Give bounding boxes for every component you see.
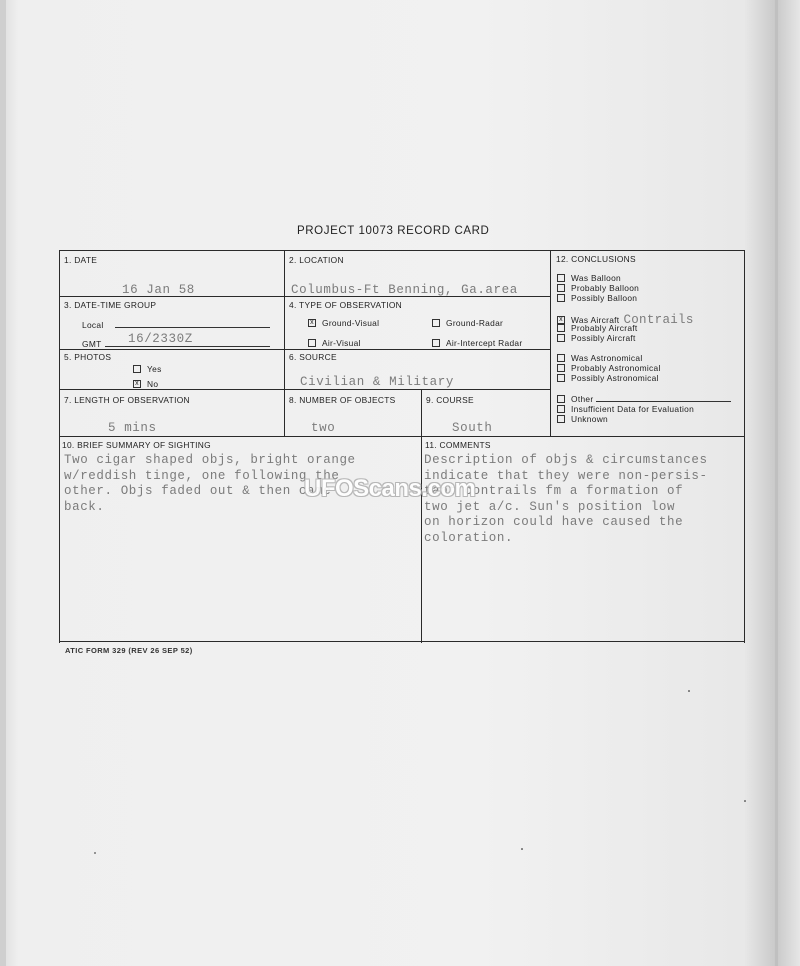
typed-line: coloration.: [424, 530, 514, 545]
conclusion-option[interactable]: [557, 394, 731, 404]
gmt-label: GMT: [82, 339, 102, 349]
other-underline: [596, 394, 731, 402]
conclusion-option[interactable]: [557, 404, 694, 414]
typed-line: on horizon could have caused the: [424, 515, 684, 529]
typed-line: tant contrails fm a formation of: [424, 484, 684, 498]
number-of-objects-value: two: [311, 421, 336, 435]
typed-line: two jet a/c. Sun's position low: [424, 499, 676, 514]
card-border-left: [59, 250, 60, 643]
conclusion-option[interactable]: [557, 333, 636, 343]
conclusion-option[interactable]: [557, 414, 608, 424]
conclusion-option[interactable]: [557, 273, 621, 283]
conclusion-label: Possibly Aircraft: [571, 333, 636, 343]
photos-no-option[interactable]: [133, 379, 158, 389]
checkbox: [557, 395, 565, 403]
source-value: Civilian & Military: [300, 375, 454, 389]
summary-label: 10. BRIEF SUMMARY OF SIGHTING: [62, 440, 211, 450]
conclusion-option[interactable]: [557, 353, 643, 363]
card-title: PROJECT 10073 RECORD CARD: [297, 225, 490, 237]
photos-label: 5. PHOTOS: [64, 352, 112, 362]
local-underline: [115, 327, 270, 328]
scan-speck: [521, 848, 523, 850]
typed-line: other. Objs faded out & then came: [64, 484, 332, 498]
conclusion-label: Probably Balloon: [571, 283, 640, 293]
checkbox: [133, 365, 141, 373]
course-value: South: [452, 421, 493, 435]
card-border-bottom: [59, 641, 745, 642]
page-left-edge: [0, 0, 6, 966]
scan-speck: [744, 800, 746, 802]
conclusion-option[interactable]: [557, 323, 638, 333]
checkbox-checked: x: [133, 380, 141, 388]
form-number: ATIC FORM 329 (REV 26 SEP 52): [65, 646, 193, 655]
conclusion-label: Probably Aircraft: [571, 323, 638, 333]
conclusion-option[interactable]: [557, 373, 659, 383]
typed-line: Two cigar shaped objs, bright orange: [64, 453, 356, 467]
checkbox: [557, 284, 565, 292]
checkbox: [557, 324, 565, 332]
conclusion-label: Insufficient Data for Evaluation: [571, 404, 695, 414]
checkbox: [557, 274, 565, 282]
typed-line: Description of objs & circumstances: [424, 453, 708, 467]
conclusion-option[interactable]: [557, 363, 661, 373]
course-label: 9. COURSE: [426, 395, 474, 405]
gmt-value: 16/2330Z: [128, 332, 193, 346]
scan-speck: [94, 852, 96, 854]
number-of-objects-label: 8. NUMBER OF OBJECTS: [289, 395, 396, 405]
option-air-visual[interactable]: [308, 338, 361, 348]
card-border-top: [59, 250, 745, 251]
conclusion-option[interactable]: [557, 283, 639, 293]
conclusions-label: 12. CONCLUSIONS: [556, 254, 636, 264]
divider-col-course: [421, 389, 422, 643]
checkbox: [308, 339, 316, 347]
conclusion-label: Was Astronomical: [571, 353, 643, 363]
date-time-group-label: 3. DATE-TIME GROUP: [64, 300, 157, 310]
comments-label: 11. COMMENTS: [425, 440, 491, 450]
option-label: Air-Intercept Radar: [446, 338, 523, 348]
location-value: Columbus-Ft Benning, Ga.area: [291, 283, 518, 297]
conclusion-label: Other: [571, 394, 594, 404]
divider-row3: [59, 389, 551, 390]
conclusion-option[interactable]: [557, 293, 637, 303]
conclusion-label: Possibly Balloon: [571, 293, 638, 303]
conclusion-label: Was Balloon: [571, 273, 622, 283]
length-label: 7. LENGTH OF OBSERVATION: [64, 395, 190, 405]
checkbox: [557, 415, 565, 423]
card-border-right: [744, 250, 745, 643]
typed-line: indicate that they were non-persis-: [424, 468, 708, 483]
divider-row2: [59, 349, 551, 350]
checkbox: [557, 364, 565, 372]
option-ground-visual[interactable]: [308, 318, 379, 328]
scan-speck: [688, 690, 690, 692]
checkbox-checked: x: [557, 316, 565, 324]
conclusion-label: Possibly Astronomical: [571, 373, 659, 383]
option-air-intercept-radar[interactable]: [432, 338, 522, 348]
checkbox: [432, 319, 440, 327]
date-value: 16 Jan 58: [122, 283, 195, 297]
checkbox: [557, 294, 565, 302]
location-label: 2. LOCATION: [289, 255, 344, 265]
typed-line: w/reddish tinge, one following the: [64, 468, 340, 483]
option-label: Ground-Radar: [446, 318, 504, 328]
watermark-logo: UFOScans.com: [304, 475, 476, 502]
checkbox-checked: x: [308, 319, 316, 327]
divider-col1: [284, 250, 285, 436]
option-label: Yes: [147, 364, 162, 374]
checkbox: [557, 374, 565, 382]
option-label: Ground-Visual: [322, 318, 380, 328]
conclusion-typed-value: Contrails: [623, 313, 694, 327]
option-ground-radar[interactable]: [432, 318, 503, 328]
checkbox: [432, 339, 440, 347]
conclusion-label: Probably Astronomical: [571, 363, 661, 373]
source-label: 6. SOURCE: [289, 352, 337, 362]
gmt-underline: [105, 346, 270, 347]
page-right-edge: [775, 0, 778, 966]
checkbox: [557, 405, 565, 413]
option-label: No: [147, 379, 159, 389]
divider-col-conclusions: [550, 250, 551, 436]
length-value: 5 mins: [108, 421, 157, 435]
conclusion-label: Was Aircraft: [571, 315, 620, 325]
local-label: Local: [82, 320, 104, 330]
checkbox: [557, 334, 565, 342]
conclusion-label: Unknown: [571, 414, 609, 424]
observation-type-label: 4. TYPE OF OBSERVATION: [289, 300, 403, 310]
divider-row4: [59, 436, 745, 437]
checkbox: [557, 354, 565, 362]
date-label: 1. DATE: [64, 255, 98, 265]
typed-line: back.: [64, 499, 105, 514]
photos-yes-option[interactable]: [133, 364, 162, 374]
option-label: Air-Visual: [322, 338, 361, 348]
